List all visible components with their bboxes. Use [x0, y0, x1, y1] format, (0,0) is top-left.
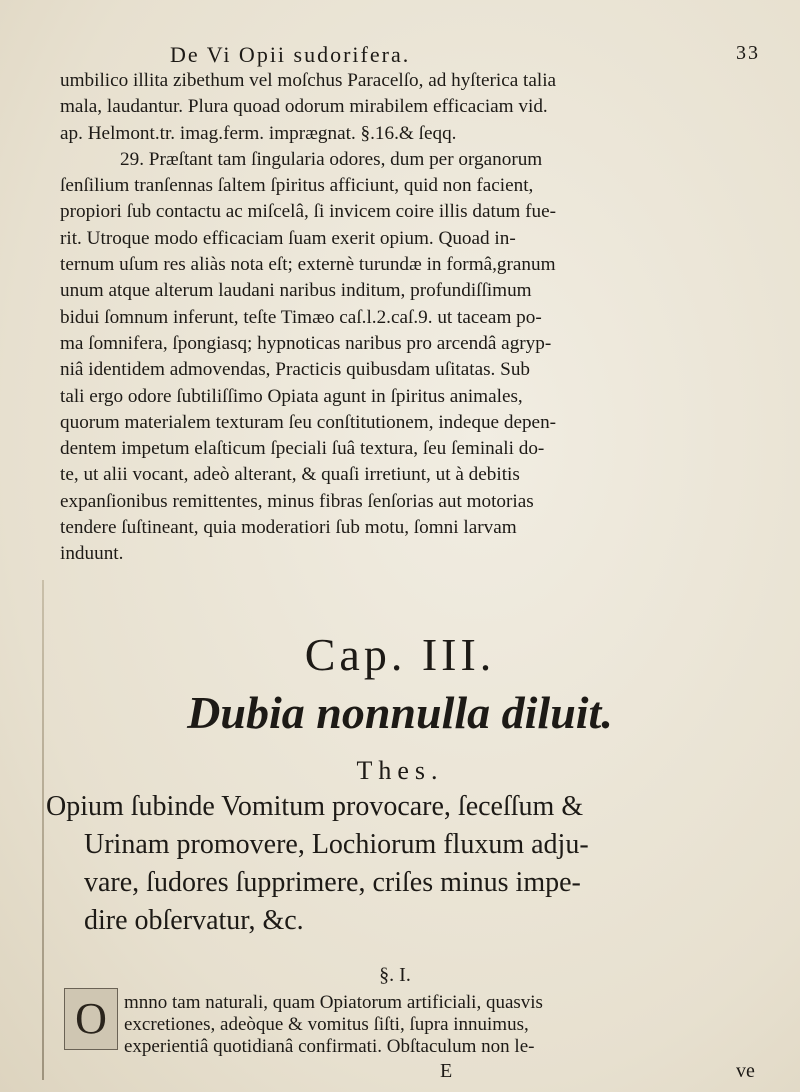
signature-mark: E	[440, 1060, 453, 1082]
text-line: mala, laudantur. Plura quoad odorum mirabilem efficaciam vid.	[60, 96, 548, 118]
text-line: bidui ſomnum inferunt, teſte Timæo caſ.l.2.caſ.9. ut taceam po-	[60, 306, 542, 328]
text-line: tendere ſuſtineant, quia moderatiori ſub motu, ſomni larvam	[60, 517, 517, 539]
thesis-line: Urinam promovere, Lochiorum fluxum adju-	[84, 829, 589, 860]
running-title: De Vi Opii sudorifera.	[170, 42, 411, 67]
text-line: ma ſomnifera, ſpongiasq; hypnoticas naribus pro arcendâ agryp-	[60, 332, 552, 354]
thesis-line: vare, ſudores ſupprimere, criſes minus impe-	[84, 867, 581, 898]
text-line: ſenſilium tranſennas ſaltem ſpiritus afficiunt, quid non facient,	[60, 175, 534, 197]
page-edge-divider	[42, 580, 44, 1080]
decorated-initial	[64, 988, 118, 1050]
initial-letter: O	[75, 994, 107, 1043]
text-line: unum atque alterum laudani naribus inditum, profundiſſimum	[60, 280, 532, 302]
text-line: propiori ſub contactu ac miſcelâ, ſi invicem coire illis datum fue-	[60, 201, 557, 223]
thesis-line: Opium ſubinde Vomitum provocare, ſeceſſum &	[46, 791, 584, 822]
text-line: dentem impetum elaſticum ſpeciali ſuâ textura, ſeu ſeminali do-	[60, 438, 545, 460]
text-line: umbilico illita zibethum vel moſchus Paracelſo, ad hyſterica talia	[60, 70, 557, 91]
text-line: excretiones, adeòque & vomitus ſiſti, ſupra innuimus,	[124, 1014, 529, 1035]
section-mark: §. I.	[379, 964, 411, 986]
text-line: expanſionibus remittentes, minus fibras ſenſorias aut motorias	[60, 490, 534, 512]
body-text	[60, 68, 765, 568]
page-number: 33	[736, 42, 760, 64]
text-line: quorum materialem texturam ſeu conſtitutionem, indeque depen-	[60, 411, 557, 433]
thesis-line: dire obſervatur, &c.	[84, 905, 304, 936]
text-line: ap. Helmont.tr. imag.ferm. imprægnat. §.16.& ſeqq.	[60, 122, 457, 144]
thesis-label: Thes.	[356, 756, 444, 785]
text-line: mnno tam naturali, quam Opiatorum artificiali, quasvis	[124, 992, 543, 1013]
text-line: rit. Utroque modo efficaciam ſuam exerit opium. Quoad in-	[60, 227, 516, 249]
text-line: ternum uſum res aliàs nota eſt; externè turundæ in formâ,granum	[60, 254, 556, 276]
text-line: induunt.	[60, 543, 124, 565]
chapter-subtitle: Dubia nonnulla diluit.	[187, 687, 613, 738]
catchword: ve	[736, 1060, 755, 1082]
chapter-heading: Cap. III.	[304, 629, 496, 680]
text-line: tali ergo odore ſubtiliſſimo Opiata agunt in ſpiritus animales,	[60, 385, 523, 407]
section-text	[124, 992, 764, 1058]
text-line: experientiâ quotidianâ confirmati. Obſtaculum non le-	[124, 1036, 535, 1057]
thesis-statement	[46, 788, 766, 940]
text-line: 29. Præſtant tam ſingularia odores, dum per organorum	[120, 148, 543, 170]
text-line: te, ut alii vocant, adeò alterant, & quaſi irretiunt, ut à debitis	[60, 464, 520, 486]
text-line: niâ identidem admovendas, Practicis quibusdam uſitatas. Sub	[60, 359, 531, 381]
